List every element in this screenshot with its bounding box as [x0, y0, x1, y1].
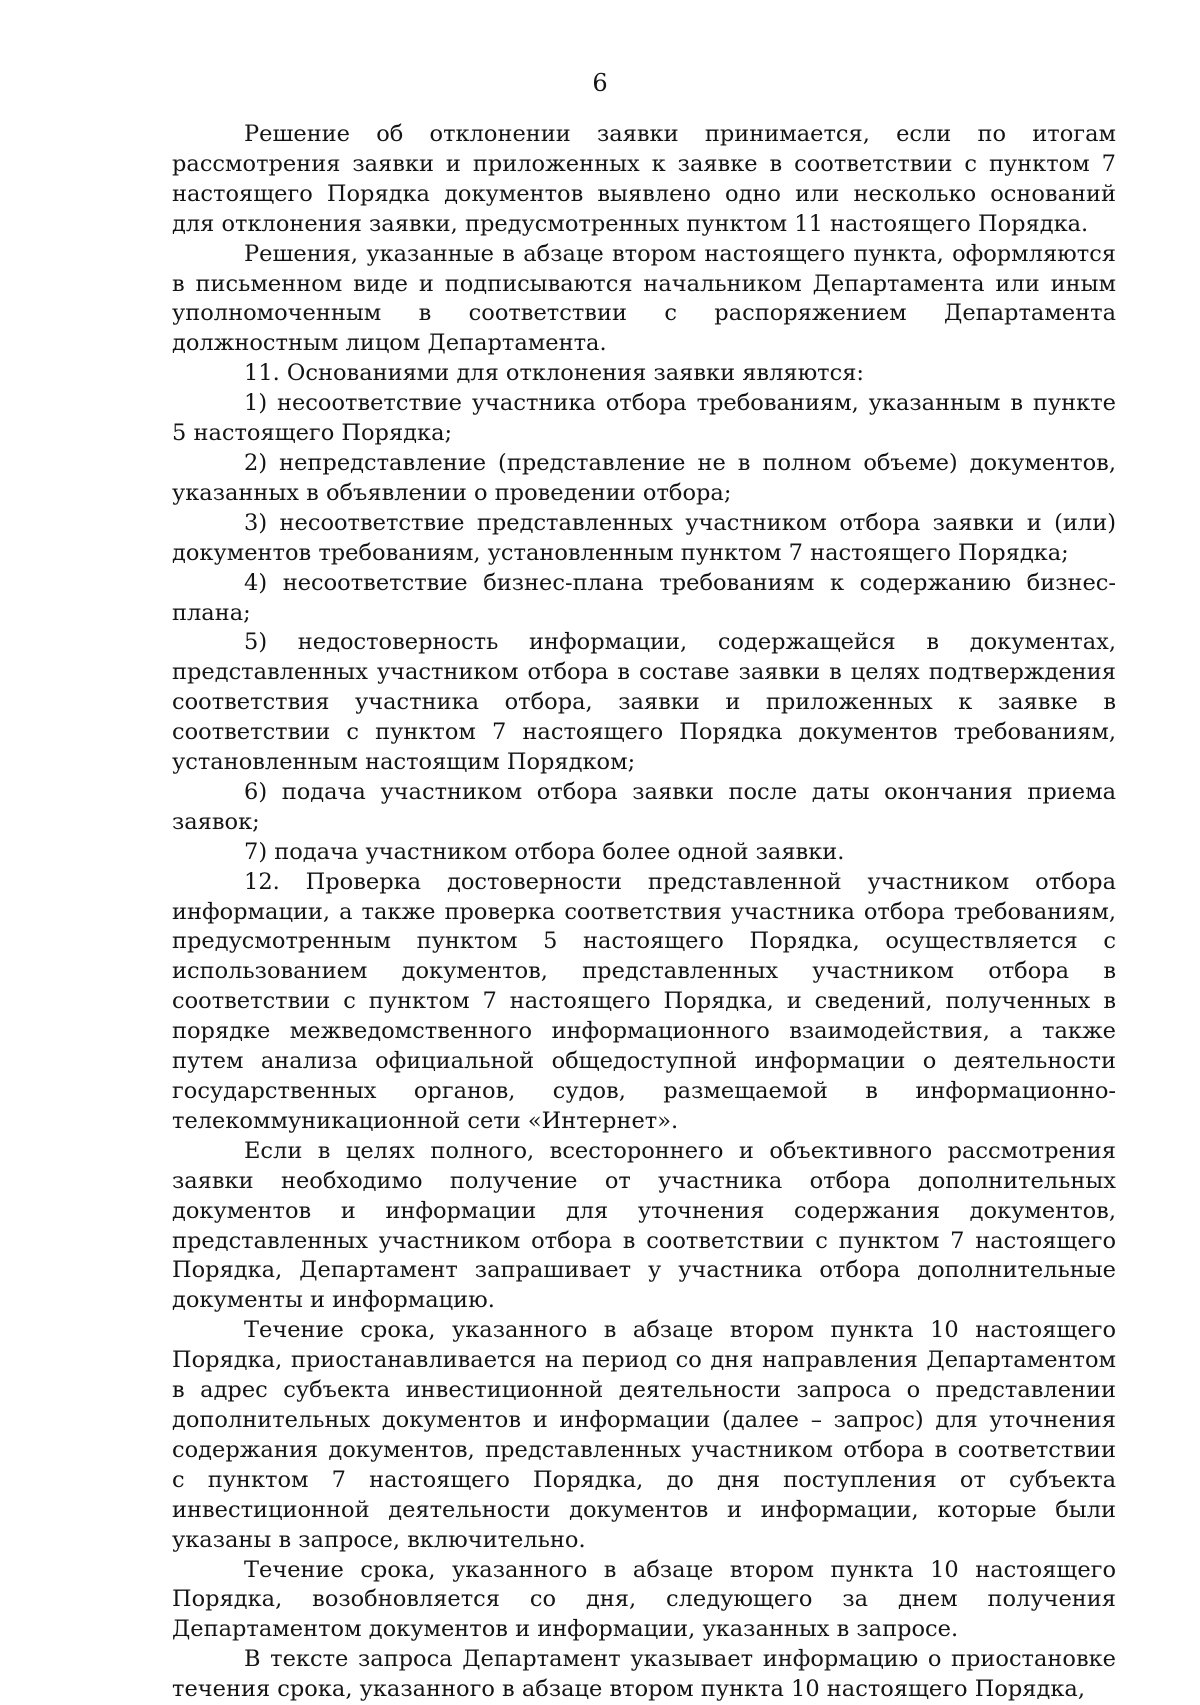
list-item-ground-3: 3) несоответствие представленных участником отбора заявки и (или) документов требованиям, установленным пунктом 7 настоящего Порядка;: [172, 509, 1116, 566]
paragraph-12-verification: 12. Проверка достоверности представленной участником отбора информации, а также проверка соответствия участника отбора требованиям, предусмотренным пунктом 5 настоящего Порядка, осуществляется с использованием документов, представленных участником отбора в соответствии с пунктом 7 настоящего Порядка, и сведений, полученных в порядке межведомственного информационного взаимодействия, а также путем анализа официальной общедоступной информации о деятельности государственных органов, судов, размещаемой в информационно-телекоммуникационной сети «Интернет».: [172, 868, 1116, 1134]
paragraph-rejection-decision: Решение об отклонении заявки принимается, если по итогам рассмотрения заявки и приложенных к заявке в соответствии с пунктом 7 настоящего Порядка документов выявлено одно или несколько оснований для отклонения заявки, предусмотренных пунктом 11 настоящего Порядка.: [172, 121, 1116, 237]
list-item-ground-1: 1) несоответствие участника отбора требованиям, указанным в пункте 5 настоящего Порядка;: [172, 390, 1116, 447]
paragraph-term-suspension: Течение срока, указанного в абзаце втором пункта 10 настоящего Порядка, приостанавливается на период со дня направления Департаментом в адрес субъекта инвестиционной деятельности запроса о представлении дополнительных документов и информации (далее – запрос) для уточнения содержания документов, представленных участником отбора в соответствии с пунктом 7 настоящего Порядка, до дня поступления от субъекта инвестиционной деятельности документов и информации, которые были указаны в запросе, включительно.: [172, 1317, 1116, 1553]
list-item-ground-2: 2) непредставление (представление не в полном объеме) документов, указанных в объявлении о проведении отбора;: [172, 449, 1116, 506]
paragraph-additional-documents: Если в целях полного, всестороннего и объективного рассмотрения заявки необходимо получение от участника отбора дополнительных документов и информации для уточнения содержания документов, представленных участником отбора в соответствии с пунктом 7 настоящего Порядка, Департамент запрашивает у участника отбора дополнительные документы и информацию.: [172, 1137, 1116, 1314]
paragraph-decisions-formalized: Решения, указанные в абзаце втором настоящего пункта, оформляются в письменном виде и подписываются начальником Департамента или иным уполномоченным в соответствии с распоряжением Департамента должностным лицом Департамента.: [172, 240, 1116, 357]
page-number: 6: [592, 69, 608, 97]
list-item-ground-6: 6) подача участником отбора заявки после даты окончания приема заявок;: [172, 778, 1116, 835]
paragraph-request-text: В тексте запроса Департамент указывает информацию о приостановке течения срока, указанного в абзаце втором пункта 10 настоящего Порядка,: [172, 1646, 1116, 1703]
paragraph-term-resumption: Течение срока, указанного в абзаце втором пункта 10 настоящего Порядка, возобновляется со дня, следующего за днем получения Департаментом документов и информации, указанных в запросе.: [172, 1556, 1116, 1643]
list-item-ground-4: 4) несоответствие бизнес-плана требованиям к содержанию бизнес-плана;: [172, 569, 1116, 626]
list-item-ground-5: 5) недостоверность информации, содержащейся в документах, представленных участником отбора в составе заявки в целях подтверждения соответствия участника отбора, заявки и приложенных к заявке в соответствии с пунктом 7 настоящего Порядка документов требованиям, установленным настоящим Порядком;: [172, 629, 1116, 776]
paragraph-11-grounds-heading: 11. Основаниями для отклонения заявки являются:: [244, 360, 865, 387]
document-body: [172, 120, 1116, 1705]
list-item-ground-7: 7) подача участником отбора более одной заявки.: [244, 838, 845, 865]
